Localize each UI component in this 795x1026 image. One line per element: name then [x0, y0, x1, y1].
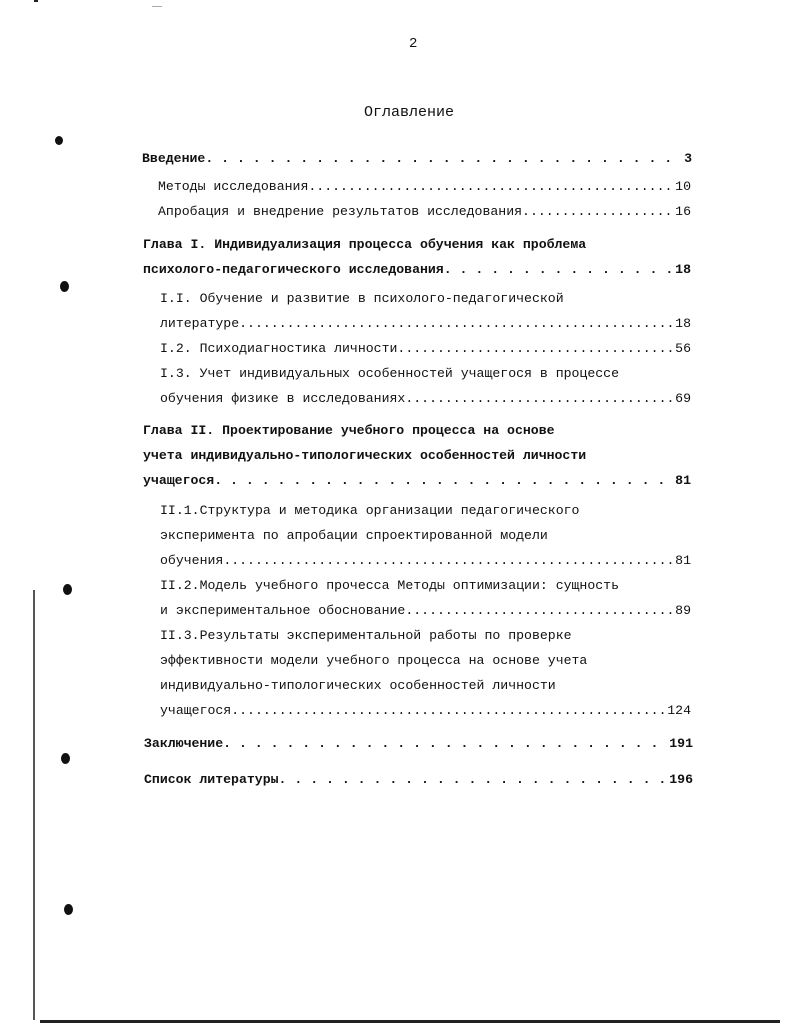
dot-leader [239, 316, 673, 332]
entry-text: учащегося [143, 473, 215, 488]
toc-entry-1-3 [160, 391, 691, 407]
entry-text: Апробация и внедрение результатов исследования [158, 204, 523, 219]
entry-page: 196 [669, 772, 693, 787]
toc-entry-2-3-line-2 [160, 653, 587, 669]
entry-text: Глава I. Индивидуализация процесса обучения как проблема [143, 237, 587, 252]
dot-leader [223, 736, 667, 752]
toc-entry-approbation [158, 204, 691, 220]
entry-page: 81 [675, 473, 691, 488]
toc-entry-2-2-line-1 [160, 578, 619, 594]
entry-page: 124 [667, 703, 691, 718]
entry-text: индивидуально-типологических особенностей личности [160, 678, 556, 693]
entry-text: Список литературы [144, 772, 279, 787]
toc-entry-1-1-line-1 [160, 291, 564, 307]
toc-entry-conclusion [144, 736, 693, 752]
entry-page: 18 [675, 262, 691, 277]
entry-text: психолого-педагогического исследования [143, 262, 444, 277]
toc-entry-chapter-1 [143, 262, 691, 278]
entry-text: I.3. Учет индивидуальных особенностей учащегося в процессе [160, 366, 619, 381]
toc-entry-2-1-line-2 [160, 528, 644, 544]
toc-entry-bibliography [144, 772, 693, 788]
entry-page: 10 [675, 179, 691, 194]
entry-page: 89 [675, 603, 691, 618]
toc-entry-2-3 [160, 703, 691, 719]
punch-hole-mark [60, 281, 69, 292]
dot-leader [205, 151, 682, 167]
entry-text: обучения физике в исследованиях [160, 391, 406, 406]
entry-text: эксперимента по апробации спроектированной модели [160, 528, 548, 543]
dot-leader [308, 179, 673, 195]
toc-entry-1-3-line-1 [160, 366, 619, 382]
toc-entry-2-3-line-1 [160, 628, 572, 644]
entry-text: Введение [142, 151, 206, 166]
entry-text: I.2. Психодиагностика личности [160, 341, 398, 356]
toc-entry-chapter-2 [143, 473, 691, 489]
entry-text: Методы исследования [158, 179, 309, 194]
scan-edge-line [33, 590, 35, 1020]
entry-text: Глава II. Проектирование учебного процесса на основе [143, 423, 555, 438]
dot-leader [444, 262, 673, 278]
dot-leader [279, 772, 668, 788]
entry-page: 16 [675, 204, 691, 219]
entry-text: литературе [160, 316, 240, 331]
toc-entry-2-2 [160, 603, 691, 619]
toc-entry-1-1 [160, 316, 691, 332]
dot-leader [231, 703, 665, 719]
toc-entry-2-1-line-1 [160, 503, 680, 519]
entry-text: II.1.Структура и методика организации педагогического [160, 503, 580, 518]
entry-text: Заключение [144, 736, 224, 751]
entry-text: и экспериментальное обоснование [160, 603, 406, 618]
toc-title: Оглавление [364, 104, 455, 121]
dot-leader [214, 473, 673, 489]
entry-page: 69 [675, 391, 691, 406]
entry-page: 81 [675, 553, 691, 568]
entry-page: 56 [675, 341, 691, 356]
dot-leader [522, 204, 673, 220]
entry-text: учащегося [160, 703, 232, 718]
scan-edge-line [152, 6, 162, 7]
entry-text: II.2.Модель учебного прочесса Методы оптимизации: сущность [160, 578, 619, 593]
entry-page: 18 [675, 316, 691, 331]
entry-text: эффективности модели учебного процесса на основе учета [160, 653, 588, 668]
toc-entry-2-3-line-3 [160, 678, 556, 694]
toc-entry-methods [158, 179, 691, 195]
toc-entry-2-1 [160, 553, 691, 569]
entry-page: 191 [669, 736, 693, 751]
toc-entry-introduction [142, 151, 692, 167]
page-number: 2 [409, 36, 418, 52]
scan-edge-line [34, 0, 38, 2]
entry-text: обучения [160, 553, 224, 568]
scan-edge-line [40, 1020, 780, 1023]
punch-hole-mark [63, 584, 72, 595]
toc-entry-chapter-1-line-1 [143, 237, 691, 253]
dot-leader [397, 341, 673, 357]
entry-page: 3 [684, 151, 692, 166]
dot-leader [223, 553, 673, 569]
toc-entry-chapter-2-line-1 [143, 423, 655, 439]
toc-entry-chapter-2-line-2 [143, 448, 586, 464]
entry-text: II.3.Результаты экспериментальной работы по проверке [160, 628, 572, 643]
dot-leader [405, 391, 673, 407]
punch-hole-mark [64, 904, 73, 915]
punch-hole-mark [61, 753, 70, 764]
entry-text: учета индивидуально-типологических особенностей личности [143, 448, 587, 463]
dot-leader [405, 603, 673, 619]
toc-entry-1-2 [160, 341, 691, 357]
punch-hole-mark [55, 136, 63, 145]
entry-text: I.I. Обучение и развитие в психолого-педагогической [160, 291, 564, 306]
